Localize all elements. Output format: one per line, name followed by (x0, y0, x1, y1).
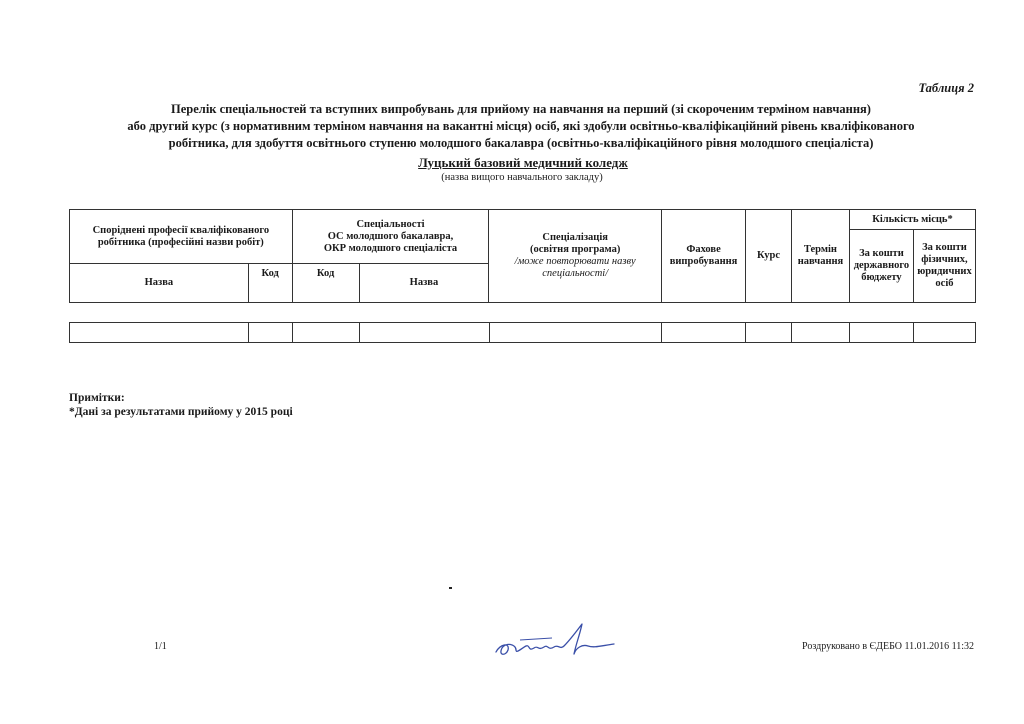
notes-section (69, 391, 293, 419)
specialization-header (489, 210, 662, 303)
table-cell (248, 323, 292, 343)
specialty-name-header: Назва (359, 264, 489, 303)
print-stamp: Роздруковано в ЄДЕБО 11.01.2016 11:32 (802, 641, 974, 652)
page-number: 1/1 (154, 641, 167, 652)
specialization-line-2: (освітня програма) (530, 244, 621, 255)
table-cell (746, 323, 792, 343)
private-funds-header: За кошти фізичних, юридичних осіб (913, 230, 975, 303)
ink-speck (449, 587, 452, 589)
profession-code-header: Код (248, 264, 292, 303)
document-heading (60, 101, 982, 152)
professional-tests-header: Фахове випробування (662, 210, 746, 303)
related-professions-header: Споріднені професії кваліфікованого робітника (професійні назви робіт) (70, 210, 293, 264)
study-term-header: Термін навчання (791, 210, 849, 303)
specialties-header (292, 210, 489, 264)
notes-title: Примітки: (69, 392, 125, 404)
places-count-header: Кількість місць* (849, 210, 975, 230)
institution-name: Луцький базовий медичний коледж (418, 155, 628, 170)
specialty-code-header: Код (292, 264, 359, 303)
data-table (69, 322, 976, 343)
specialties-line-3: ОКР молодшого спеціаліста (323, 242, 458, 254)
table-cell (914, 323, 976, 343)
table-row (70, 323, 976, 343)
signature-icon (490, 618, 620, 662)
table-cell (489, 323, 662, 343)
table-cell (850, 323, 914, 343)
course-header: Курс (746, 210, 792, 303)
table-number: Таблиця 2 (918, 81, 974, 95)
state-budget-header: За кошти державного бюджету (849, 230, 913, 303)
profession-name-header: Назва (70, 264, 249, 303)
specialization-note: /може повторювати назву спеціальності/ (514, 256, 636, 279)
notes-line: *Дані за результатами прийому у 2015 році (69, 406, 293, 418)
specialties-line-2: ОС молодшого бакалавра, (327, 230, 454, 242)
header-table (69, 209, 976, 303)
institution-caption: (назва вищого навчального закладу) (441, 172, 603, 183)
specialties-line-1: Спеціальності (356, 218, 425, 230)
table-cell (792, 323, 850, 343)
heading-line-3: робітника, для здобуття освітнього ступеню молодшого бакалавра (освітньо-кваліфікаційного рівня молодшого спеціаліста) (168, 136, 874, 150)
specialization-line-1: Спеціалізація (542, 232, 608, 243)
table-cell (662, 323, 746, 343)
heading-line-2: або другий курс (з нормативним терміном навчання на вакантні місця) осіб, які здобули освітньо-кваліфікаційний рівень кваліфікованого (127, 119, 915, 133)
heading-line-1: Перелік спеціальностей та вступних випробувань для прийому на навчання на перший (зі скороченим терміном навчання) (171, 102, 871, 116)
table-cell (359, 323, 489, 343)
table-cell (70, 323, 249, 343)
table-cell (292, 323, 359, 343)
